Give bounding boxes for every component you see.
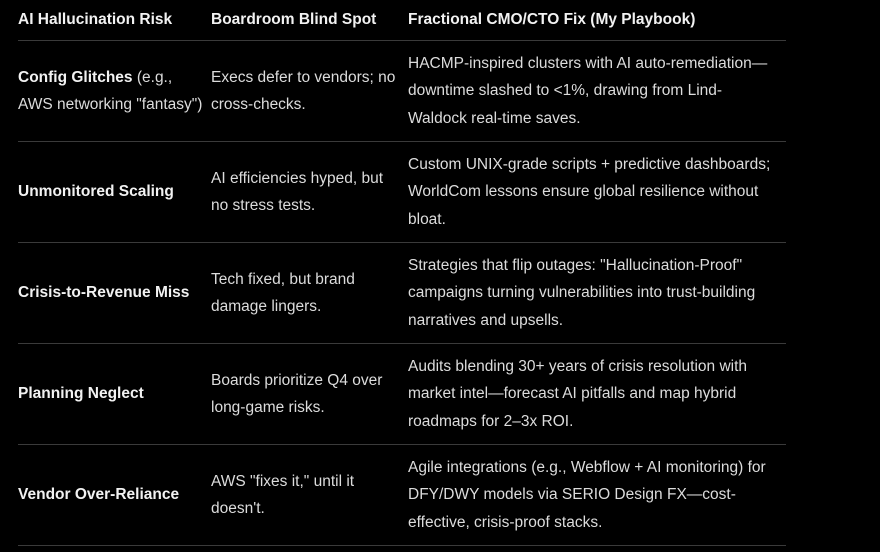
risk-label: Planning Neglect bbox=[18, 385, 144, 403]
table-row bbox=[18, 243, 786, 344]
header-ai-hallucination-risk: AI Hallucination Risk bbox=[18, 0, 211, 41]
risk-note: (e.g., AWS networking "fantasy") bbox=[18, 68, 203, 113]
fix-cell: Strategies that flip outages: "Hallucination-Proof" campaigns turning vulnerabilities into trust-building narratives and upsells. bbox=[408, 243, 786, 344]
blind-spot-cell: AI efficiencies hyped, but no stress tests. bbox=[211, 142, 408, 243]
header-boardroom-blind-spot: Boardroom Blind Spot bbox=[211, 0, 408, 41]
risk-label: Unmonitored Scaling bbox=[18, 183, 174, 201]
risk-cell bbox=[18, 445, 211, 546]
fix-cell: Audits blending 30+ years of crisis resolution with market intel—forecast AI pitfalls and map hybrid roadmaps for 2–3x ROI. bbox=[408, 344, 786, 445]
blind-spot-cell: Boards prioritize Q4 over long-game risks. bbox=[211, 344, 408, 445]
fix-cell: Agile integrations (e.g., Webflow + AI monitoring) for DFY/DWY models via SERIO Design FX—cost-effective, crisis-proof stacks. bbox=[408, 445, 786, 546]
risk-label: Vendor Over-Reliance bbox=[18, 486, 180, 504]
risk-cell bbox=[18, 41, 211, 142]
blind-spot-cell: Execs defer to vendors; no cross-checks. bbox=[211, 41, 408, 142]
table-header-row bbox=[18, 0, 786, 41]
risk-cell bbox=[18, 243, 211, 344]
risk-label: Config Glitches bbox=[18, 68, 133, 86]
risk-cell bbox=[18, 142, 211, 243]
fix-cell: HACMP-inspired clusters with AI auto-remediation—downtime slashed to <1%, drawing from Lind-Waldock real-time saves. bbox=[408, 41, 786, 142]
table-row bbox=[18, 142, 786, 243]
table-row bbox=[18, 41, 786, 142]
risk-table bbox=[18, 0, 786, 546]
table-row bbox=[18, 344, 786, 445]
risk-label: Crisis-to-Revenue Miss bbox=[18, 284, 190, 302]
header-fractional-fix: Fractional CMO/CTO Fix (My Playbook) bbox=[408, 0, 786, 41]
table-row bbox=[18, 445, 786, 546]
fix-cell: Custom UNIX-grade scripts + predictive dashboards; WorldCom lessons ensure global resilience without bloat. bbox=[408, 142, 786, 243]
blind-spot-cell: AWS "fixes it," until it doesn't. bbox=[211, 445, 408, 546]
blind-spot-cell: Tech fixed, but brand damage lingers. bbox=[211, 243, 408, 344]
risk-cell bbox=[18, 344, 211, 445]
